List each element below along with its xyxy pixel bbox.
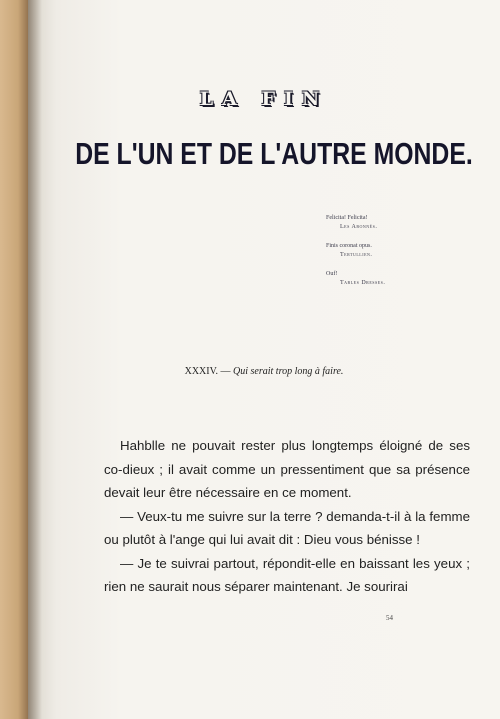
chapter-title: Qui serait trop long à faire. (233, 366, 344, 377)
epigraph (326, 214, 436, 298)
epigraph-quote: Finis coronat opus. (326, 243, 372, 249)
previous-page-edge (0, 0, 30, 719)
book-page (28, 0, 500, 719)
paragraph: — Veux-tu me suivre sur la terre ? demanda-t-il à la femme ou plutôt à l'ange qui lui avait dit : Dieu vous bénisse ! (104, 508, 470, 547)
chapter-number: XXXIV. — (184, 366, 231, 377)
page-number: 54 (386, 614, 393, 622)
epigraph-quote: Felicita! Felicita! (326, 215, 368, 221)
page-title: DE L'UN ET DE L'AUTRE MONDE. (75, 136, 473, 171)
epigraph-quote: Ouf! (326, 271, 338, 277)
body-text (104, 434, 470, 599)
epigraph-author: Tables Dresses. (340, 280, 386, 286)
paragraph: — Je te suivrai partout, répondit-elle en baissant les yeux ; rien ne saurait nous séparer maintenant. Je sourirai (104, 555, 470, 594)
epigraph-author: Les Abonnés. (340, 224, 378, 230)
chapter-heading (28, 366, 500, 377)
heading-top-line: LA FIN (199, 88, 329, 110)
paragraph: Hahblle ne pouvait rester plus longtemps éloigné de ses co-dieux ; il avait comme un pressentiment que sa présence devait leur être nécessaire en ce moment. (104, 438, 470, 500)
epigraph-author: Tertullien. (340, 252, 373, 258)
